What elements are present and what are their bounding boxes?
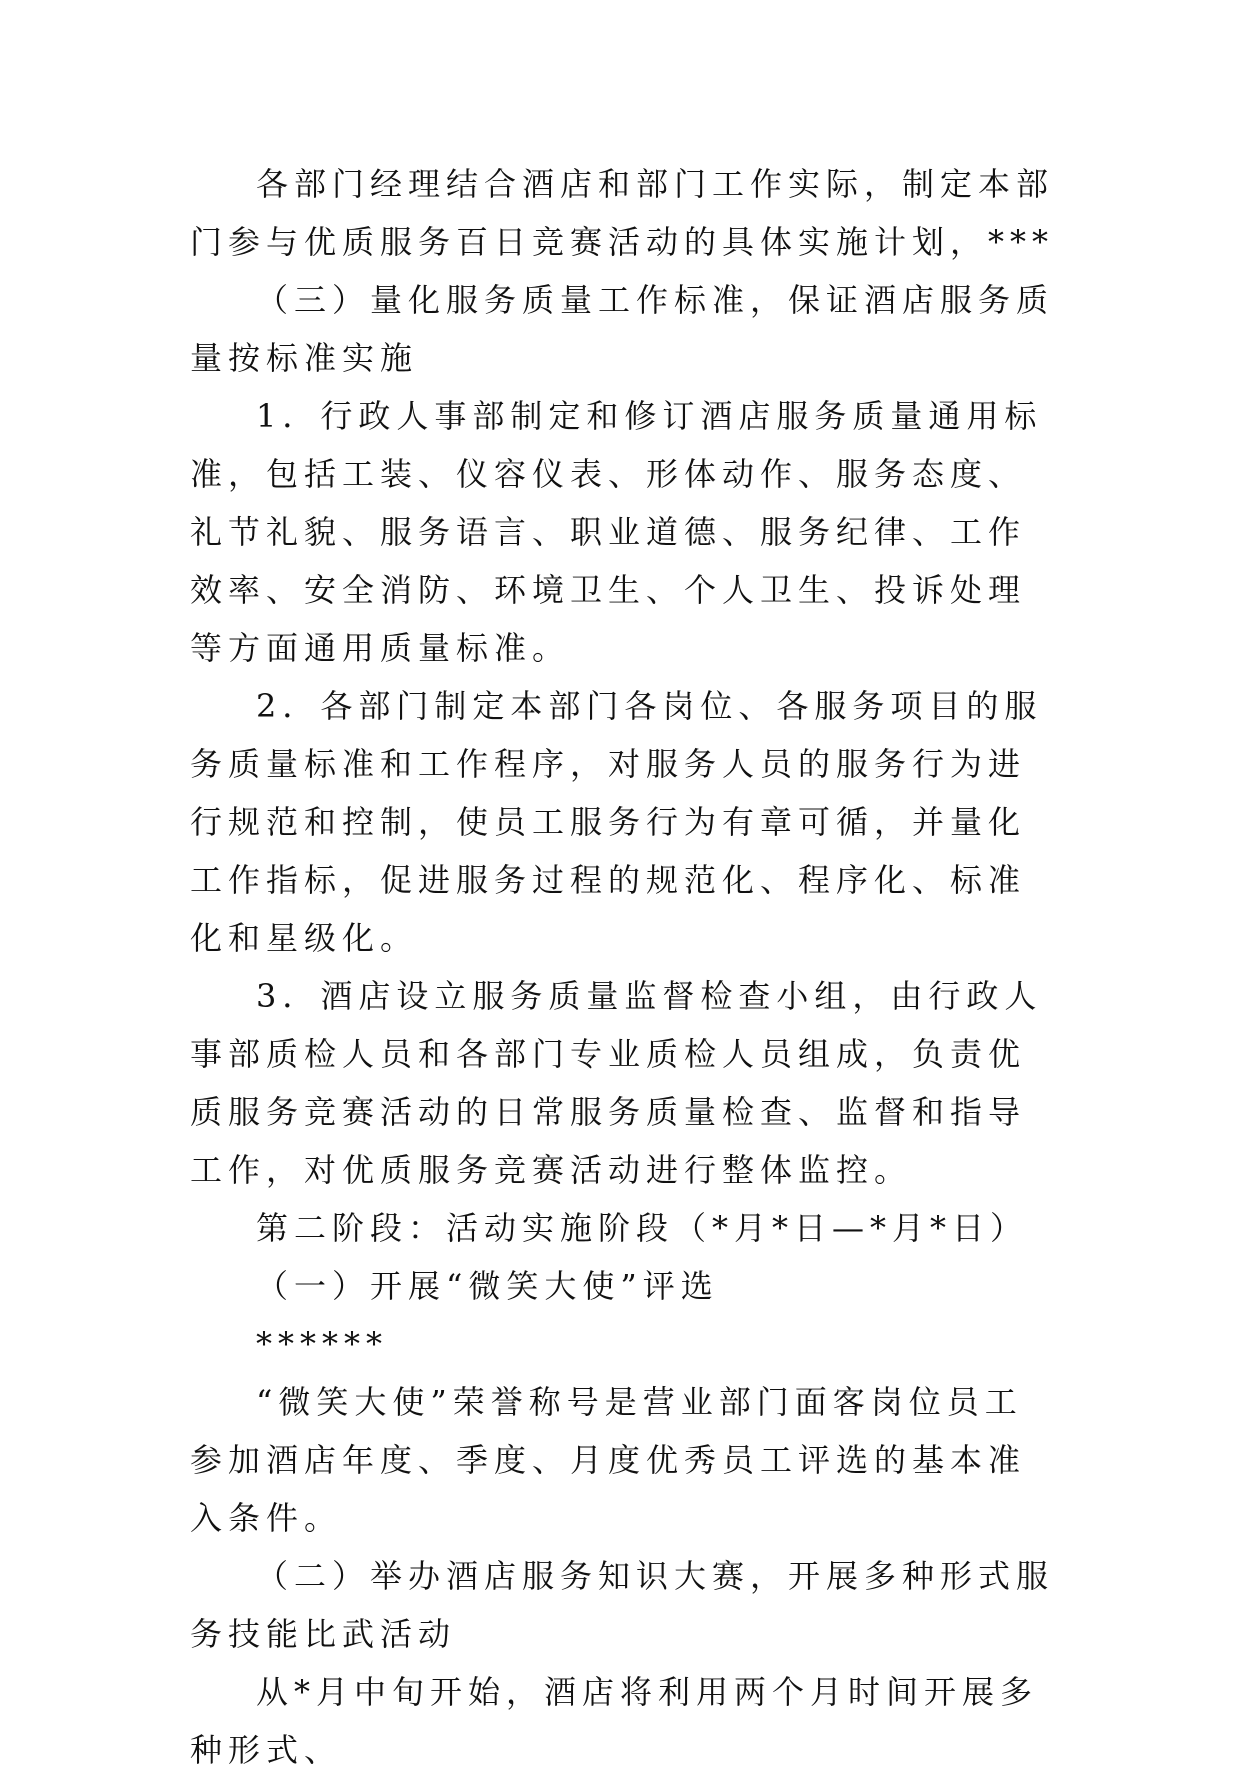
section-heading-two: （二）举办酒店服务知识大赛，开展多种形式服务技能比武活动: [190, 1557, 1055, 1653]
section-heading-one: （一）开展“微笑大使”评选: [256, 1267, 719, 1305]
paragraph-item-2: 2．各部门制定本部门各岗位、各服务项目的服务质量标准和工作程序，对服务人员的服务行为进行规范和控制，使员工服务行为有章可循，并量化工作指标，促进服务过程的规范化、程序化、标准化和星级化。: [190, 687, 1043, 957]
section-heading-three: （三）量化服务质量工作标准，保证酒店服务质量按标准实施: [190, 281, 1055, 377]
stage-two-heading: 第二阶段：活动实施阶段（*月*日—*月*日）: [256, 1209, 1029, 1247]
paragraph-plan-intro: 各部门经理结合酒店和部门工作实际，制定本部门参与优质服务百日竞赛活动的具体实施计划，***: [190, 165, 1055, 261]
paragraph-competition-start: 从*月中旬开始，酒店将利用两个月时间开展多种形式、: [190, 1673, 1039, 1769]
paragraph-item-1: 1．行政人事部制定和修订酒店服务质量通用标准，包括工装、仪容仪表、形体动作、服务态度、礼节礼貌、服务语言、职业道德、服务纪律、工作效率、安全消防、环境卫生、个人卫生、投诉处理等方面通用质量标准。: [190, 397, 1043, 667]
paragraph-smile-ambassador: “微笑大使”荣誉称号是营业部门面客岗位员工参加酒店年度、季度、月度优秀员工评选的基本准入条件。: [190, 1383, 1027, 1537]
document-body: [190, 155, 1060, 1779]
paragraph-item-3: 3．酒店设立服务质量监督检查小组，由行政人事部质检人员和各部门专业质检人员组成，负责优质服务竞赛活动的日常服务质量检查、监督和指导工作，对优质服务竞赛活动进行整体监控。: [190, 977, 1043, 1189]
redacted-line: ******: [256, 1325, 388, 1363]
